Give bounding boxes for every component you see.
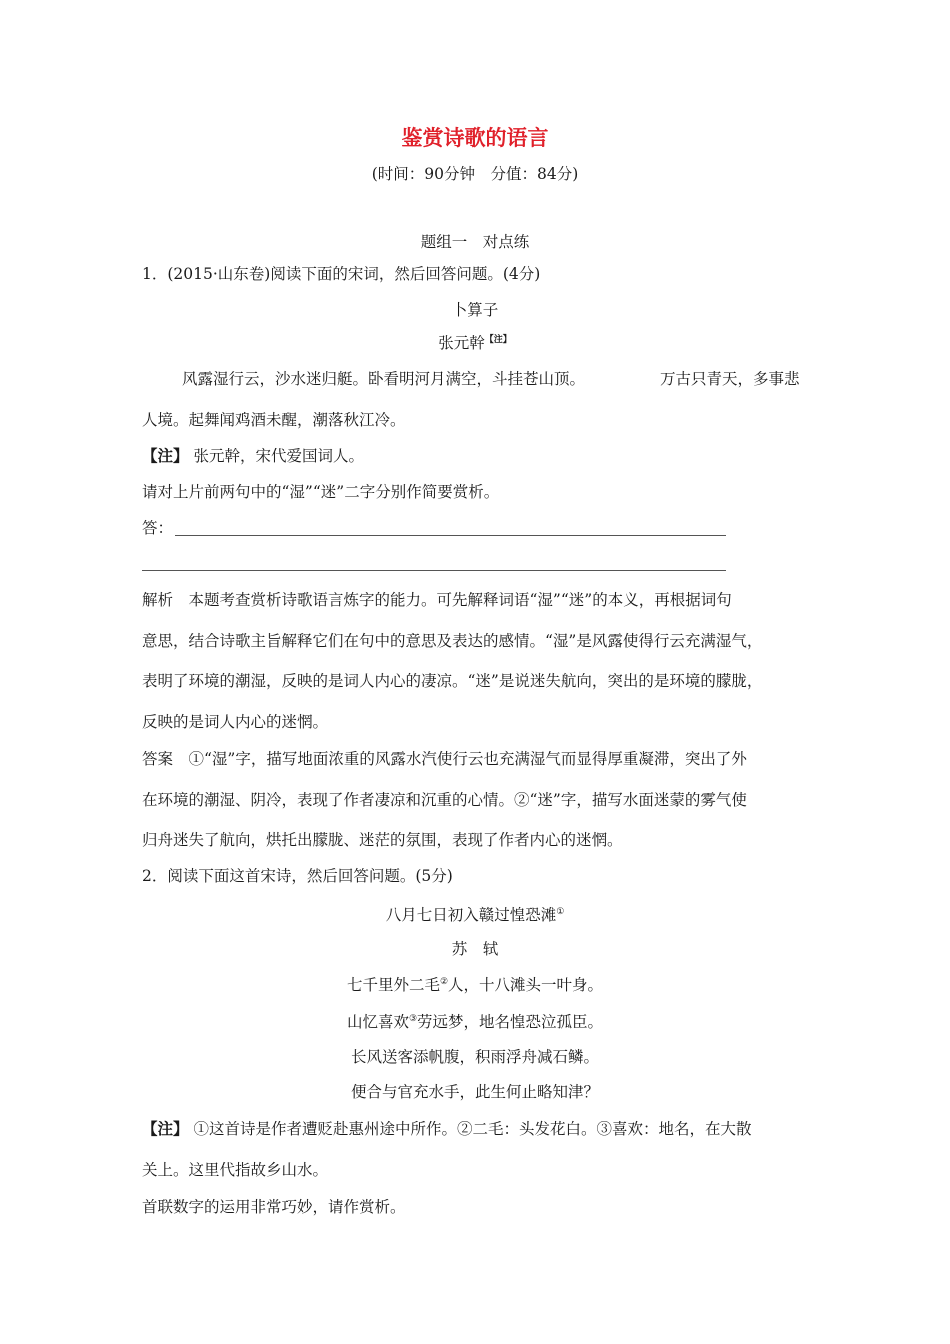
q2-note-line-2: 关上。这里代指故乡山水。: [142, 1161, 329, 1179]
q2-l2b: 劳远梦，地名惶恐泣孤臣。: [417, 1013, 604, 1031]
q2-stem: 2．阅读下面这首宋诗，然后回答问题。(5分): [142, 867, 453, 885]
q1-answer-line-1: 答案 ①“湿”字，描写地面浓重的风露水汽使行云也充满湿气而显得厚重凝滞，突出了外: [142, 750, 747, 768]
page-title: 鉴赏诗歌的语言: [401, 126, 549, 150]
q2-l2a: 山忆喜欢: [346, 1013, 409, 1031]
q2-poem-title: [0, 905, 950, 925]
q1-analysis-line-3: 表明了环境的潮湿，反映的是词人内心的凄凉。“迷”是说迷失航向，突出的是环境的朦胧，: [142, 672, 763, 690]
answer-blank-line-2[interactable]: [142, 570, 726, 571]
q1-poem-title: 卜算子: [451, 301, 499, 319]
q1-answer-line-3: 归舟迷失了航向，烘托出朦胧、迷茫的氛围，表现了作者内心的迷惘。: [142, 831, 623, 849]
q1-poem-line-2: 人境。起舞闻鸡酒未醒，潮落秋江冷。: [142, 411, 406, 429]
q2-poem-line-3: 长风送客添帆腹，积雨浮舟减石鳞。: [350, 1048, 599, 1066]
q2-poem-line-1: [0, 975, 950, 995]
q1-author: [0, 333, 950, 353]
q1-question: 请对上片前两句中的“湿”“迷”二字分别作简要赏析。: [142, 483, 500, 501]
q2-l1b: 人，十八滩头一叶身。: [448, 976, 604, 994]
answer-blank-line-1[interactable]: [175, 535, 726, 536]
q2-poem-line-2: [0, 1012, 950, 1032]
q2-poem-title-text: 八月七日初入赣过惶恐滩: [385, 906, 557, 924]
q2-note-label: 【注】: [142, 1119, 189, 1138]
q1-analysis-line-4: 反映的是词人内心的迷惘。: [142, 713, 329, 731]
q1-note: [142, 446, 364, 466]
q2-author: 苏 轼: [451, 940, 499, 958]
q1-poem-line-1a: 风露湿行云，沙水迷归艇。卧看明河月满空，斗挂苍山顶。: [182, 370, 586, 388]
q1-author-name: 张元幹: [438, 334, 485, 352]
q2-note-text-1: ①这首诗是作者遭贬赴惠州途中所作。②二毛：头发花白。③喜欢：地名，在大散: [193, 1120, 752, 1138]
q1-note-label: 【注】: [142, 446, 189, 465]
q1-poem-line-1b: 万古只青天，多事悲: [660, 370, 800, 388]
q2-poem-title-mark: ①: [556, 906, 565, 917]
q2-l1-mark: ②: [439, 976, 449, 987]
q2-l2-mark: ③: [408, 1013, 418, 1024]
q2-note-line-1: [142, 1119, 751, 1139]
q1-author-note-mark: 【注】: [484, 334, 512, 345]
q2-poem-line-4: 便合与官充水手，此生何止略知津？: [350, 1083, 599, 1101]
q2-question: 首联数字的运用非常巧妙，请作赏析。: [142, 1198, 406, 1216]
q2-l1a: 七千里外二毛: [346, 976, 440, 994]
q1-analysis-line-2: 意思，结合诗歌主旨解释它们在句中的意思及表达的感情。“湿”是风露使得行云充满湿气，: [142, 632, 763, 650]
q1-stem: 1．(2015·山东卷)阅读下面的宋词，然后回答问题。(4分): [142, 265, 541, 283]
q1-answer-label: 答：: [142, 519, 174, 537]
q1-analysis-line-1: 解析 本题考查赏析诗歌语言炼字的能力。可先解释词语“湿”“迷”的本义，再根据词句: [142, 591, 732, 609]
exam-meta: (时间：90分钟 分值：84分): [371, 165, 579, 183]
q1-answer-line-2: 在环境的潮湿、阴冷，表现了作者凄凉和沉重的心情。②“迷”字，描写水面迷蒙的雾气使: [142, 791, 747, 809]
q1-note-text: 张元幹，宋代爱国词人。: [193, 447, 364, 465]
section-heading: 题组一 对点练: [420, 233, 530, 251]
